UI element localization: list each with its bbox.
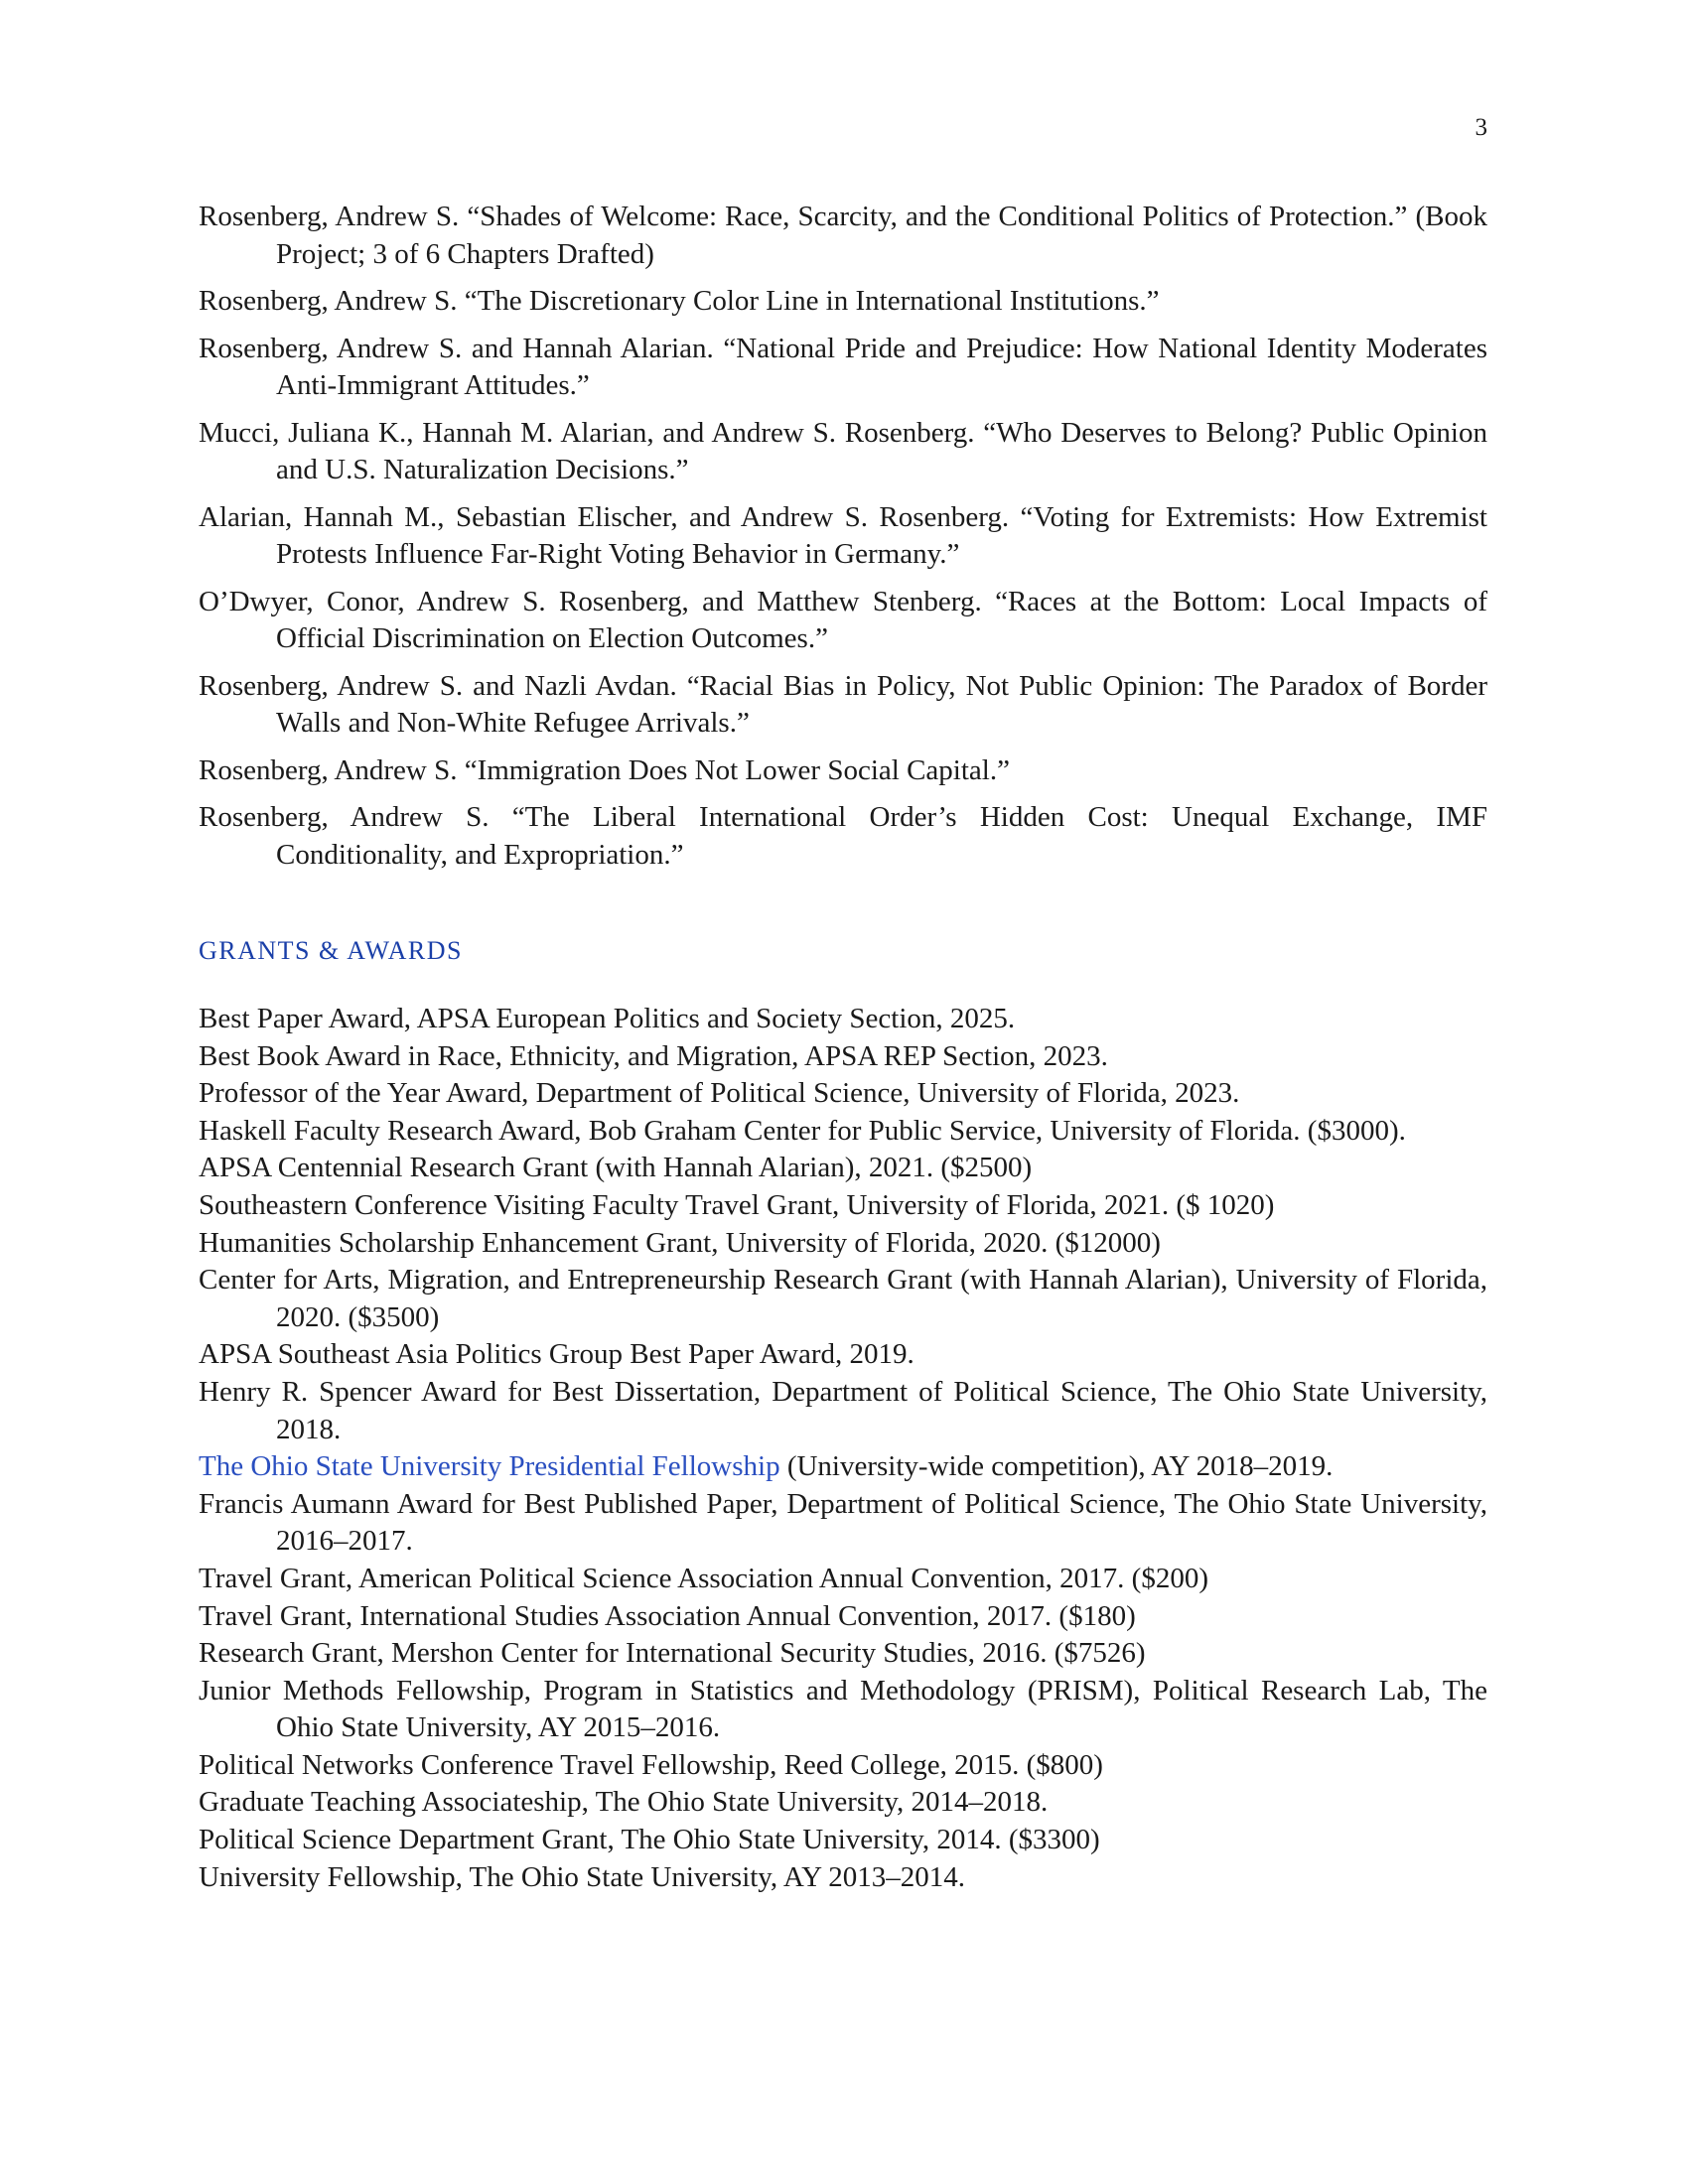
presidential-fellowship-link[interactable]: The Ohio State University Presidential Fellowship <box>199 1450 780 1483</box>
award-item: Research Grant, Mershon Center for International Security Studies, 2016. ($7526) <box>199 1637 1146 1670</box>
award-item: Junior Methods Fellowship, Program in Statistics and Methodology (PRISM), Political Research Lab, The Ohio State University, AY 2015–2016. <box>199 1674 1487 1744</box>
works-in-progress-list <box>199 199 1487 884</box>
paper-entry: Rosenberg, Andrew S. “Shades of Welcome: Race, Scarcity, and the Conditional Politics of Protection.” (Book Project; 3 of 6 Chapters Drafted) <box>199 201 1487 270</box>
award-item: Center for Arts, Migration, and Entrepreneurship Research Grant (with Hannah Alarian), University of Florida, 2020. ($3500) <box>199 1264 1487 1333</box>
paper-entry: Rosenberg, Andrew S. “The Discretionary Color Line in International Institutions.” <box>199 285 1160 317</box>
paper-entry: O’Dwyer, Conor, Andrew S. Rosenberg, and Matthew Stenberg. “Races at the Bottom: Local Impacts of Official Discrimination on Election Outcomes.” <box>199 585 1487 654</box>
award-item: Francis Aumann Award for Best Published Paper, Department of Political Science, The Ohio State University, 2016–2017. <box>199 1487 1487 1558</box>
award-item: Graduate Teaching Associateship, The Ohio State University, 2014–2018. <box>199 1786 1049 1819</box>
page-number: 3 <box>1475 114 1487 141</box>
award-item: Travel Grant, International Studies Association Annual Convention, 2017. ($180) <box>199 1599 1136 1632</box>
fellowship-details: (University-wide competition), AY 2018–2019. <box>779 1450 1334 1483</box>
grants-awards-heading: GRANTS & AWARDS <box>199 936 464 965</box>
award-item: APSA Southeast Asia Politics Group Best Paper Award, 2019. <box>199 1338 914 1371</box>
paper-entry: Mucci, Juliana K., Hannah M. Alarian, and Andrew S. Rosenberg. “Who Deserves to Belong? Public Opinion and U.S. Naturalization Decisions.” <box>199 416 1487 485</box>
award-item: Best Book Award in Race, Ethnicity, and Migration, APSA REP Section, 2023. <box>199 1039 1108 1072</box>
award-item: Humanities Scholarship Enhancement Grant, University of Florida, 2020. ($12000) <box>199 1226 1161 1259</box>
award-item: Political Networks Conference Travel Fellowship, Reed College, 2015. ($800) <box>199 1748 1103 1781</box>
award-item: Best Paper Award, APSA European Politics and Society Section, 2025. <box>199 1003 1016 1034</box>
award-item-fellowship <box>199 1448 1487 1486</box>
award-item: Professor of the Year Award, Department of Political Science, University of Florida, 2023. <box>199 1077 1240 1110</box>
paper-entry: Rosenberg, Andrew S. and Hannah Alarian. “National Pride and Prejudice: How National Identity Moderates Anti-Immigrant Attitudes.” <box>199 332 1487 401</box>
award-item: Haskell Faculty Research Award, Bob Graham Center for Public Service, University of Florida. ($3000). <box>199 1114 1406 1147</box>
paper-entry: Rosenberg, Andrew S. “The Liberal International Order’s Hidden Cost: Unequal Exchange, IMF Conditionality, and Expropriation.” <box>199 801 1487 871</box>
paper-entry: Rosenberg, Andrew S. “Immigration Does Not Lower Social Capital.” <box>199 753 1010 786</box>
grants-awards-list <box>199 1001 1487 1896</box>
award-item: Travel Grant, American Political Science Association Annual Convention, 2017. ($200) <box>199 1562 1208 1594</box>
award-item: Henry R. Spencer Award for Best Dissertation, Department of Political Science, The Ohio State University, 2018. <box>199 1375 1487 1445</box>
award-item: University Fellowship, The Ohio State University, AY 2013–2014. <box>199 1860 965 1893</box>
award-item: Political Science Department Grant, The Ohio State University, 2014. ($3300) <box>199 1824 1100 1856</box>
paper-entry: Rosenberg, Andrew S. and Nazli Avdan. “Racial Bias in Policy, Not Public Opinion: The Paradox of Border Walls and Non-White Refugee Arrivals.” <box>199 669 1487 739</box>
award-item: APSA Centennial Research Grant (with Hannah Alarian), 2021. ($2500) <box>199 1152 1033 1184</box>
paper-entry: Alarian, Hannah M., Sebastian Elischer, and Andrew S. Rosenberg. “Voting for Extremists: How Extremist Protests Influence Far-Right Voting Behavior in Germany.” <box>199 500 1487 570</box>
award-item: Southeastern Conference Visiting Faculty Travel Grant, University of Florida, 2021. ($ 1020) <box>199 1188 1275 1221</box>
